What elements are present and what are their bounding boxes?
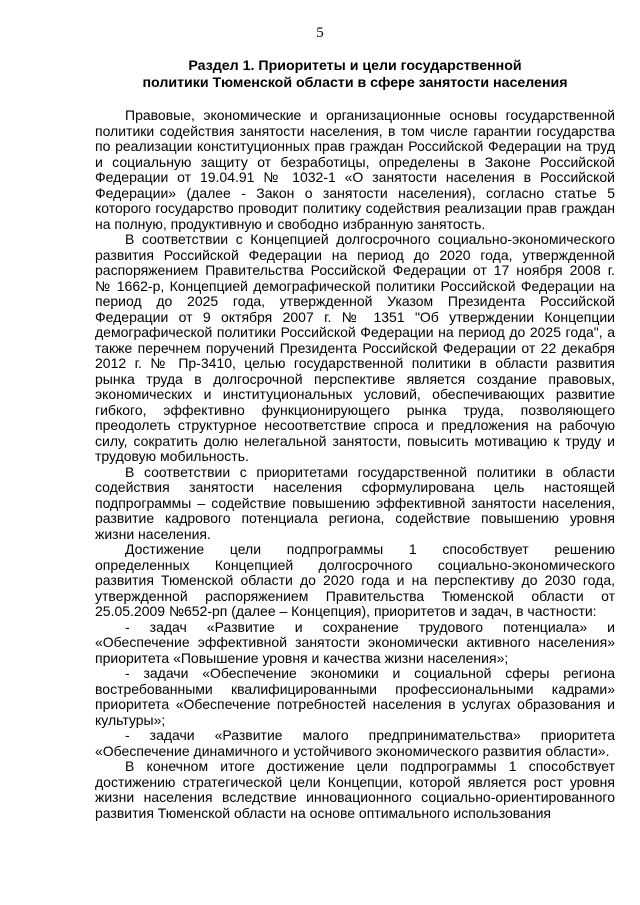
paragraph-line: политики содействия занятости населения, в том числе гарантии государства — [95, 123, 615, 139]
body-text — [95, 108, 615, 821]
paragraph-line: развития Тюменской области до 2020 года и на перспективу до 2030 года, — [95, 573, 615, 588]
paragraph — [95, 108, 615, 232]
paragraph-line: развитие кадрового потенциала региона, содействие повышению уровня — [95, 511, 615, 526]
paragraph-line: преодолеть структурное несоответствие спроса и предложения на рабочую — [95, 418, 615, 433]
paragraph-line: востребованными квалифицированными профессиональными кадрами» — [95, 681, 615, 697]
paragraph-line: 2012 г. № Пр-3410, целью государственной политики в области развития — [95, 356, 615, 371]
paragraph-line: подпрограммы – содействие повышению эффективной занятости населения, — [95, 495, 615, 511]
section-title-line-2: политики Тюменской области в сфере занятости населения — [142, 75, 568, 91]
paragraph — [95, 465, 615, 543]
page-number: 5 — [316, 25, 324, 41]
paragraph-line: 25.05.2009 №652-рп (далее – Концепция), приоритетов и задач, в частности: — [95, 604, 597, 619]
paragraph-line: культуры»; — [95, 712, 166, 728]
paragraph-line: на полную, продуктивную и свободно избранную занятость. — [95, 216, 486, 232]
section-title — [95, 58, 615, 92]
paragraph-line: «Обеспечение динамичного и устойчивого экономического развития области». — [95, 743, 610, 759]
paragraph — [95, 542, 615, 620]
paragraph-line: жизни населения вследствие инновационного социально-ориентированного — [95, 790, 615, 805]
paragraph-line: В соответствии с Концепцией долгосрочного социально-экономического — [125, 232, 615, 247]
paragraph-line: приоритета «Повышение уровня и качества жизни населения»; — [95, 650, 509, 666]
paragraph-line: определенных Концепцией долгосрочного социально-экономического — [95, 557, 615, 573]
paragraph — [95, 620, 615, 667]
paragraph-line: демографической политики Российской Федерации на период до 2025 года", а — [95, 325, 615, 340]
paragraph-line: жизни населения. — [95, 526, 211, 542]
paragraph-line: содействия занятости населения сформулирована цель настоящей — [95, 480, 615, 495]
paragraph-line: Федерации от 9 октября 2007 г. № 1351 "Об утверждении Концепции — [95, 309, 615, 325]
paragraph-line: трудовую мобильность. — [95, 449, 249, 464]
paragraph-line: которого государство проводит политику содействия реализации прав граждан — [95, 201, 615, 216]
paragraph-line: - задач «Развитие и сохранение трудового потенциала» и — [125, 619, 615, 635]
paragraph-line: гибкого, эффективно функционирующего рынка труда, позволяющего — [95, 402, 615, 418]
paragraph-line: также перечнем поручений Президента Российской Федерации от 22 декабря — [95, 340, 615, 356]
paragraph-line: Федерации» (далее - Закон о занятости населения), согласно статье 5 — [95, 185, 615, 201]
paragraph-line: утвержденной распоряжением Правительства Тюменской области от — [95, 588, 615, 604]
paragraph-line: период до 2025 года, утвержденной Указом Президента Российской — [95, 294, 615, 309]
paragraph-line: - задачи «Обеспечение экономики и социальной сферы региона — [125, 666, 615, 681]
paragraph — [95, 666, 615, 728]
paragraph-line: экономических и институциональных условий, обеспечивающих развитие — [95, 387, 615, 402]
paragraph-line: Правовые, экономические и организационные основы государственной — [125, 108, 615, 123]
paragraph-line: развития Российской Федерации на период до 2020 года, утвержденной — [95, 247, 615, 263]
paragraph-line: В конечном итоге достижение цели подпрограммы 1 способствует — [125, 759, 615, 774]
paragraph-line: № 1662-р, Концепцией демографической политики Российской Федерации на — [95, 278, 615, 294]
paragraph-line: «Обеспечение эффективной занятости экономически активного населения» — [95, 635, 615, 650]
paragraph-line: Федерации от 19.04.91 № 1032-1 «О занятости населения в Российской — [95, 170, 615, 185]
paragraph-line: силу, сократить долю нелегальной занятости, повысить мотивацию к труду и — [95, 433, 615, 449]
paragraph-line: - задачи «Развитие малого предпринимательства» приоритета — [125, 728, 615, 743]
paragraph-line: развития Тюменской области на основе оптимального использования — [95, 805, 551, 821]
paragraph-line: В соответствии с приоритетами государственной политики в области — [125, 464, 615, 480]
paragraph-line: достижению стратегической цели Концепции, которой является рост уровня — [95, 774, 615, 790]
paragraph-line: распоряжением Правительства Российской Федерации от 17 ноября 2008 г. — [95, 263, 615, 278]
paragraph-line: и социальную защиту от безработицы, определены в Законе Российской — [95, 154, 615, 170]
paragraph — [95, 759, 615, 821]
paragraph-line: приоритета «Обеспечение потребностей населения в услугах образования и — [95, 697, 615, 712]
paragraph-line: по реализации конституционных прав граждан Российской Федерации на труд — [95, 139, 615, 154]
section-title-line-1: Раздел 1. Приоритеты и цели государственной — [188, 58, 522, 74]
paragraph-line: Достижение цели подпрограммы 1 способствует решению — [125, 542, 615, 557]
paragraph — [95, 232, 615, 465]
paragraph — [95, 728, 615, 759]
paragraph-line: рынка труда в долгосрочной перспективе является создание правовых, — [95, 371, 615, 387]
